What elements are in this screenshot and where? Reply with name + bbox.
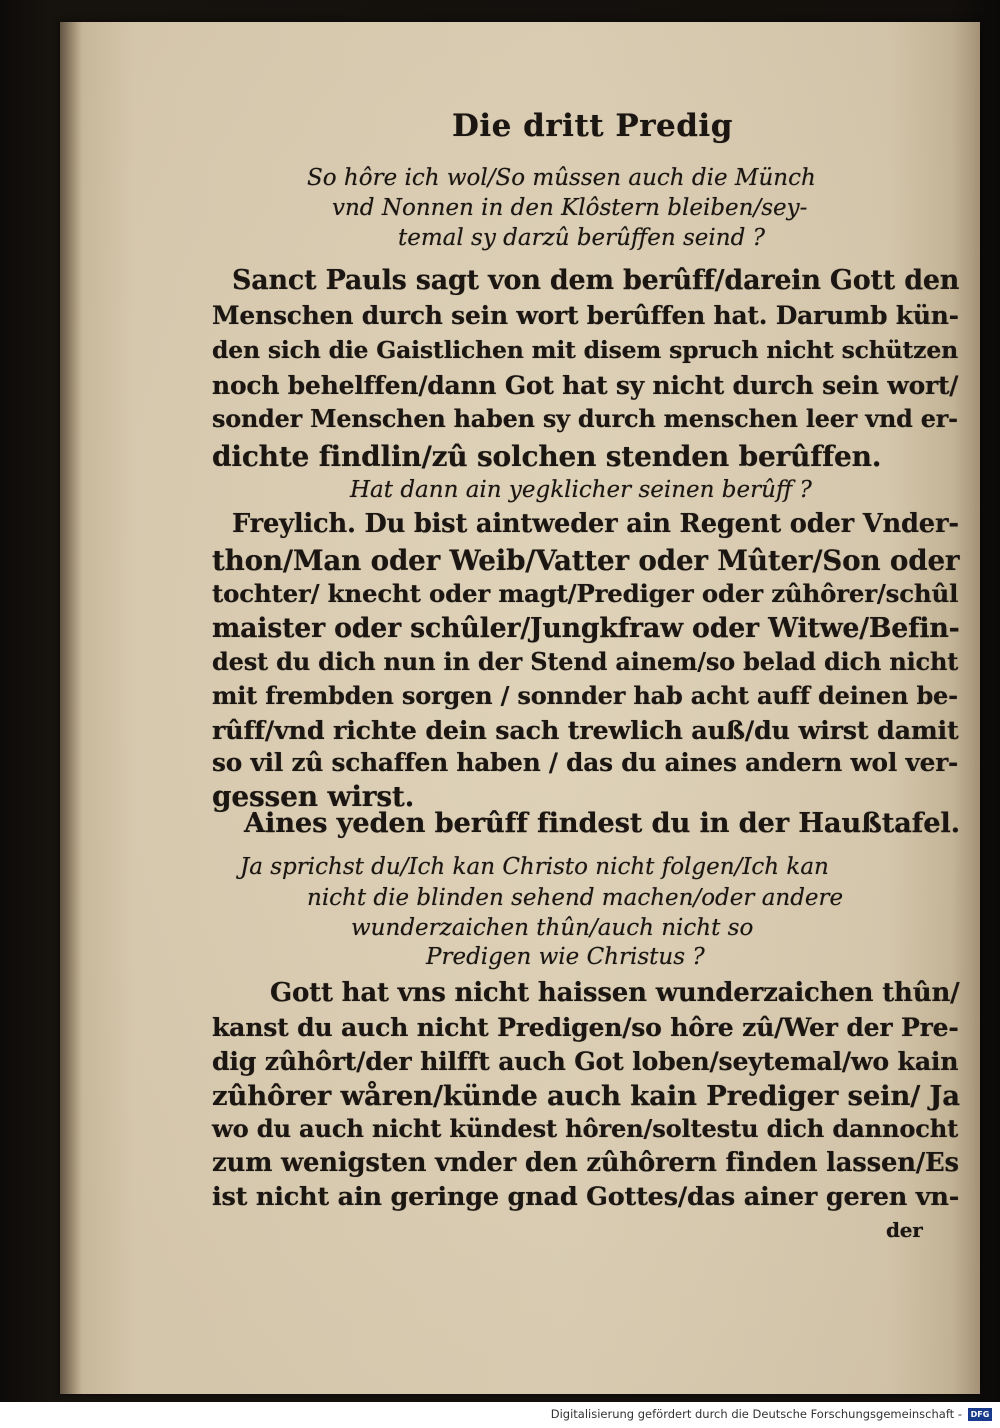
answer-3-line-2: kanst du auch nicht Predigen/so hôre zû/Wer der Pre- (212, 1012, 959, 1042)
binding-shadow (60, 22, 82, 1394)
answer-1-line-6: dichte findlin/zû solchen stenden berûffen. (212, 440, 882, 473)
answer-2-line-8: so vil zû schaffen haben / das du aines andern wol ver- (212, 748, 959, 777)
footer-credit: Digitalisierung gefördert durch die Deutsche Forschungsgemeinschaft - (550, 1407, 962, 1421)
footer-bar (0, 1402, 1000, 1428)
answer-3-line-4: zûhôrer wåren/künde auch kain Prediger sein/ Ja (212, 1080, 960, 1112)
question-1-line-3: temal sy darzû berûffen seind ? (398, 225, 765, 251)
haustafel-note: Aines yeden berûff findest du in der Haußtafel. (244, 807, 960, 839)
question-1-line-1: So hôre ich wol/So mûssen auch die Münch (307, 165, 816, 191)
question-1-line-2: vnd Nonnen in den Klôstern bleiben/sey- (332, 195, 808, 221)
answer-2-line-9: gessen wirst. (212, 780, 415, 813)
answer-1-line-3: den sich die Gaistlichen mit disem spruch nicht schützen (212, 336, 958, 364)
answer-3-line-6: zum wenigsten vnder den zûhôrern finden lassen/Es (212, 1148, 959, 1178)
answer-1-line-5: sonder Menschen haben sy durch menschen leer vnd er- (212, 405, 958, 433)
question-2-line-1: Hat dann ain yegklicher seinen berûff ? (350, 477, 812, 503)
page-heading: Die dritt Predig (452, 108, 733, 144)
answer-2-line-1: Freylich. Du bist aintweder ain Regent oder Vnder- (232, 509, 959, 539)
answer-2-line-5: dest du dich nun in der Stend ainem/so belad dich nicht (212, 647, 959, 676)
answer-3-line-7: ist nicht ain geringe gnad Gottes/das ainer geren vn- (212, 1182, 960, 1212)
book-page (60, 22, 980, 1394)
answer-3-line-3: dig zûhôrt/der hilfft auch Got loben/seytemal/wo kain (212, 1046, 959, 1076)
answer-2-line-4: maister oder schûler/Jungkfraw oder Witwe/Befin- (212, 613, 960, 644)
answer-2-line-7: rûff/vnd richte dein sach trewlich auß/du wirst damit (212, 715, 959, 745)
question-3-line-3: wunderzaichen thûn/auch nicht so (351, 915, 754, 941)
answer-2-line-3: tochter/ knecht oder magt/Prediger oder zûhôrer/schûl (212, 579, 959, 608)
answer-3-line-5: wo du auch nicht kündest hôren/soltestu dich dannocht (212, 1114, 959, 1143)
catchword: der (886, 1218, 923, 1242)
answer-3-line-1: Gott hat vns nicht haissen wunderzaichen thûn/ (270, 978, 960, 1008)
question-3-line-4: Predigen wie Christus ? (426, 944, 705, 970)
question-3-line-2: nicht die blinden sehend machen/oder andere (307, 885, 844, 911)
question-3-line-1: Ja sprichst du/Ich kan Christo nicht folgen/Ich kan (240, 854, 829, 880)
dfg-logo[interactable]: DFG (968, 1408, 992, 1421)
answer-1-line-4: noch behelffen/dann Got hat sy nicht durch sein wort/ (212, 371, 959, 400)
answer-1-line-2: Menschen durch sein wort berûffen hat. Darumb kün- (212, 301, 959, 330)
answer-2-line-6: mit frembden sorgen / sonnder hab acht auff deinen be- (212, 681, 958, 710)
answer-2-line-2: thon/Man oder Weib/Vatter oder Mûter/Son oder (212, 544, 960, 577)
answer-1-line-1: Sanct Pauls sagt von dem berûff/darein Gott den (232, 265, 960, 296)
